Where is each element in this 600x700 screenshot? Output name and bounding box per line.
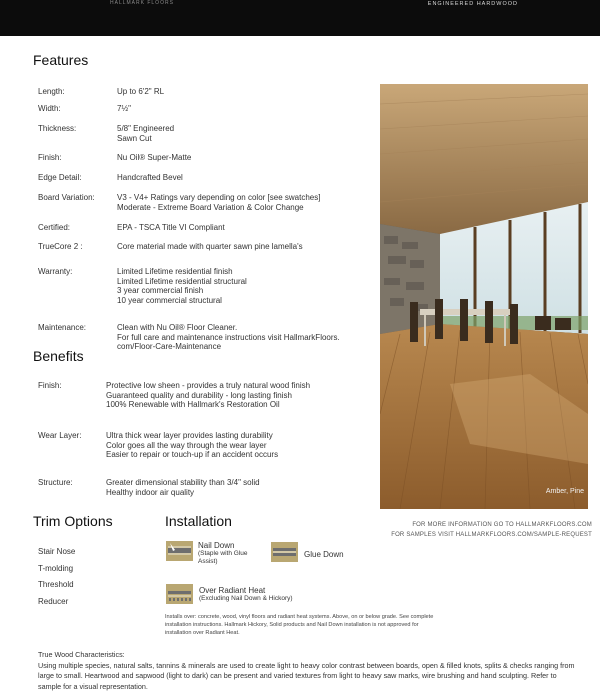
- more-info-link[interactable]: FOR MORE INFORMATION GO TO HALLMARKFLOORS.COM: [412, 522, 592, 528]
- features-value: [117, 124, 174, 143]
- trim-option-item: Stair Nose: [38, 547, 76, 556]
- benefits-value: [106, 431, 278, 460]
- glue-down-label: Glue Down: [304, 550, 344, 559]
- benefits-value-line: 100% Renewable with Hallmark's Restoration Oil: [106, 400, 280, 409]
- glue-down-icon: [271, 542, 298, 564]
- room-illustration: [380, 84, 588, 509]
- brand-logo-text: HALLMARK FLOORS: [110, 0, 174, 6]
- features-value-line: Sawn Cut: [117, 133, 152, 143]
- features-value-line: 7½": [117, 104, 131, 113]
- nail-down-sub2: Assist): [198, 558, 218, 565]
- features-value: [117, 267, 247, 305]
- trim-option-item: Reducer: [38, 596, 69, 606]
- features-value: [117, 193, 320, 212]
- features-heading: Features: [33, 52, 89, 68]
- features-value-line: 3 year commercial finish: [117, 286, 204, 295]
- characteristics-heading: True Wood Characteristics:: [38, 650, 125, 659]
- features-value-line: V3 - V4+ Ratings vary depending on color [see swatches]: [117, 193, 321, 202]
- benefits-label: Finish:: [38, 381, 62, 390]
- benefits-value-line: Protective low sheen - provides a truly natural wood finish: [106, 381, 311, 390]
- nail-down-sub1: (Staple with Glue: [198, 550, 248, 557]
- radiant-heat-icon: [166, 584, 193, 606]
- benefits-value: [106, 478, 260, 497]
- features-value-line: Limited Lifetime residential finish: [117, 267, 233, 276]
- features-value-line: com/Floor-Care-Maintenance: [117, 342, 222, 351]
- features-label: TrueCore 2 :: [38, 242, 83, 251]
- radiant-heat-label: Over Radiant Heat: [199, 586, 266, 595]
- trim-option-item: T-molding: [38, 563, 74, 573]
- trim-options-list: [38, 544, 75, 610]
- features-value-line: Moderate - Extreme Board Variation & Color Change: [117, 202, 304, 212]
- features-label: Certified:: [38, 223, 71, 232]
- features-value-line: EPA - TSCA Title VI Compliant: [117, 223, 225, 232]
- benefits-value-line: Greater dimensional stability than 3/4" solid: [106, 478, 260, 487]
- features-value-line: Clean with Nu Oil® Floor Cleaner.: [117, 323, 238, 332]
- benefits-value-line: Ultra thick wear layer provides lasting durability: [106, 431, 273, 440]
- radiant-heat-sub: (Excluding Nail Down & Hickory): [199, 595, 293, 602]
- features-value-line: 5/8" Engineered: [117, 124, 175, 133]
- info-links: [391, 520, 592, 540]
- wood-characteristics: [38, 650, 578, 692]
- features-label: Edge Detail:: [38, 173, 82, 182]
- features-label: Board Variation:: [38, 193, 95, 202]
- benefits-value-line: Guaranteed quality and durability - long lasting finish: [106, 390, 292, 400]
- installation-note: Installs over: concrete, wood, vinyl floors and radiant heat systems. Above, on or below grade. See complete installation instructions. Hallmark Hickory, Solid products and Nail Down installation is not approved for installation over Radiant Heat.: [165, 614, 434, 636]
- features-label: Length:: [38, 87, 65, 96]
- benefits-heading: Benefits: [33, 348, 84, 364]
- features-label: Thickness:: [38, 124, 77, 133]
- benefits-label: Structure:: [38, 478, 73, 487]
- product-line-label: ENGINEERED HARDWOOD: [427, 1, 518, 7]
- header-bar: [0, 0, 600, 36]
- nail-down-icon: [166, 541, 193, 563]
- features-value-line: Core material made with quarter sawn pine lamella's: [117, 242, 303, 251]
- features-value-line: Handcrafted Bevel: [117, 173, 183, 182]
- features-value-line: Nu Oil® Super-Matte: [117, 153, 192, 162]
- sample-request-link[interactable]: FOR SAMPLES VISIT HALLMARKFLOORS.COM/SAMPLE-REQUEST: [391, 532, 592, 538]
- features-value-line: Limited Lifetime residential structural: [117, 276, 247, 286]
- nail-down-label: Nail Down: [198, 541, 235, 550]
- features-label: Width:: [38, 104, 61, 113]
- benefits-value: [106, 381, 310, 410]
- features-value: [117, 87, 164, 97]
- trim-options-heading: Trim Options: [33, 513, 113, 529]
- features-label: Finish:: [38, 153, 62, 162]
- features-value-line: For full care and maintenance instructions visit HallmarkFloors.: [117, 332, 340, 342]
- features-value: [117, 173, 183, 183]
- benefits-value-line: Easier to repair or touch-up if an accident occurs: [106, 450, 279, 459]
- features-value: [117, 323, 340, 352]
- features-value-line: Up to 6'2" RL: [117, 87, 165, 96]
- features-value: [117, 104, 131, 114]
- benefits-label: Wear Layer:: [38, 431, 82, 440]
- features-value: [117, 153, 191, 163]
- features-label: Maintenance:: [38, 323, 87, 332]
- room-photo: [380, 84, 588, 509]
- installation-heading: Installation: [165, 513, 232, 529]
- features-value: [117, 223, 225, 233]
- characteristics-body: Using multiple species, natural salts, tannins & minerals are used to create light to heavy color contrast between boards, open & filled knots, splits & checks ranging from large to small. Heartwood and sapwood (light to dark) can be present and varied textures from light to heavy saw marks, wire brushing and hand sculpting. Refer to sample for a visual representation.: [38, 660, 575, 691]
- benefits-value-line: Healthy indoor air quality: [106, 487, 195, 497]
- features-label: Warranty:: [38, 267, 73, 276]
- features-value-line: 10 year commercial structural: [117, 295, 222, 305]
- photo-caption: Amber, Pine: [545, 488, 584, 495]
- features-value: [117, 242, 303, 252]
- benefits-value-line: Color goes all the way through the wear layer: [106, 440, 267, 450]
- trim-option-item: Threshold: [38, 580, 74, 589]
